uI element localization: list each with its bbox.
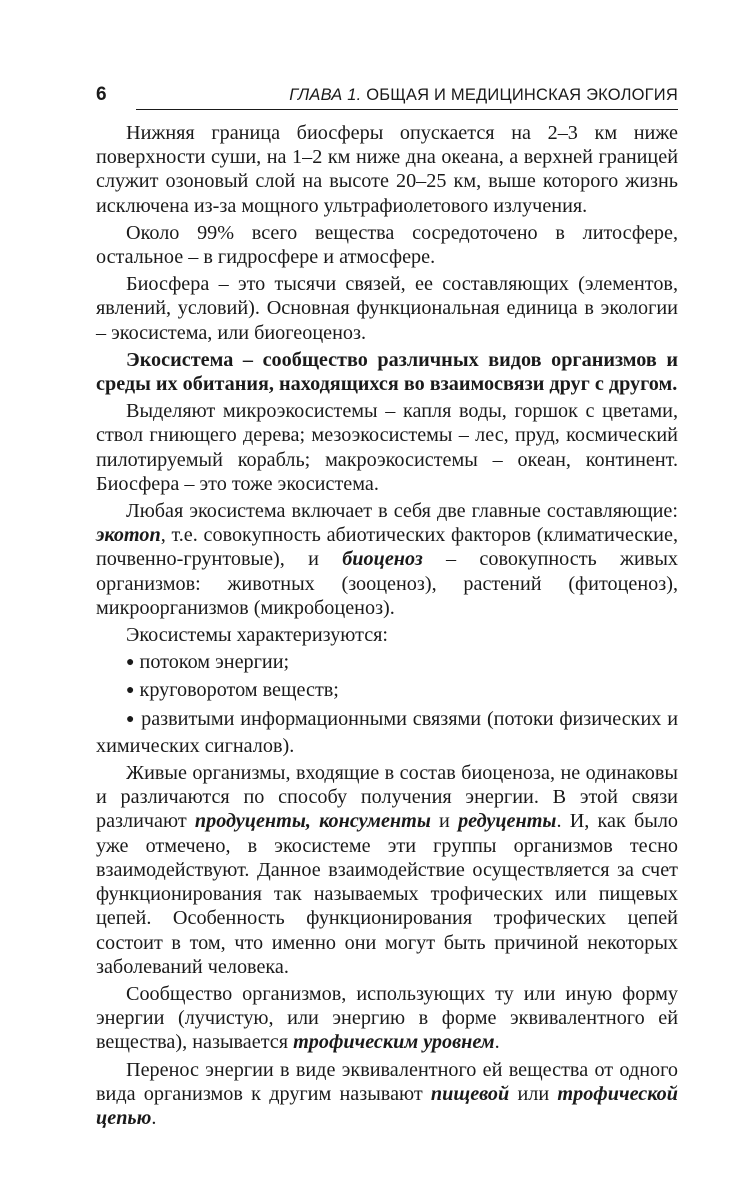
paragraph-ecosystem-definition	[96, 348, 678, 396]
list-item: ● круговоротом веществ;	[126, 679, 339, 702]
page-header	[96, 82, 678, 110]
page-number: 6	[96, 84, 107, 105]
list-item: ● потоком энергии;	[126, 651, 290, 674]
chapter-label: ГЛАВА 1.	[289, 86, 362, 104]
running-head	[136, 82, 678, 108]
bullet-icon: ●	[126, 711, 136, 727]
page-body	[96, 121, 678, 1133]
term-food: пищевой	[430, 1082, 510, 1105]
paragraph-ecosystem-scales: Выделяют микроэкосистемы – капля воды, горшок с цветами, ствол гниющего дерева; мезоэкосистемы – лес, пруд, космический пилотируемый корабль; макроэкосистемы – океан, континент. Биосфера – это тоже экосистема.	[96, 400, 678, 495]
term-producers-consumers: продуценты, консументы	[194, 810, 431, 833]
paragraph-biosphere-links: Биосфера – это тысячи связей, ее составляющих (элементов, явлений, условий). Основная функциональная единица в экологии – экосистема, или биогеоценоз.	[96, 273, 678, 344]
term-decomposers: редуценты	[458, 810, 557, 833]
term-biocenosis: биоценоз	[342, 548, 423, 571]
paragraph-ecosystem-features-intro: Экосистемы характеризуются:	[126, 624, 389, 647]
bullet-icon: ●	[126, 655, 135, 671]
header-rule	[136, 109, 678, 110]
bullet-icon: ●	[126, 683, 135, 699]
paragraph-trophic-level: Сообщество организмов, использующих ту или иную форму энергии (лучистую, или энергию в форме эквивалентного ей вещества), называется трофическим уровнем.	[96, 982, 678, 1054]
term-trophic-chain: трофической цепью	[96, 1082, 679, 1129]
paragraph-ecosystem-components: Любая экосистема включает в себя две главные составляющие: экотоп, т.е. совокупность абиотических факторов (климатические, почвенно-грунтовые), и биоценоз – совокупность живых организмов: животных (зооценоз), растений (фитоценоз), микроорганизмов (микробоценоз).	[96, 500, 679, 619]
term-trophic-level: трофическим уровнем	[293, 1031, 495, 1054]
paragraph-food-chain: Перенос энергии в виде эквивалентного ей вещества от одного вида организмов к другим называют пищевой или трофической цепью.	[96, 1058, 679, 1129]
paragraph-matter-distribution: Около 99% всего вещества сосредоточено в литосфере, остальное – в гидросфере и атмосфере.	[96, 221, 678, 269]
chapter-title: ОБЩАЯ И МЕДИЦИНСКАЯ ЭКОЛОГИЯ	[366, 86, 678, 104]
ecosystem-definition-text: Экосистема – сообщество различных видов организмов и среды их обитания, находящихся во взаимосвязи друг с другом.	[96, 348, 678, 396]
paragraph-biosphere-bounds: Нижняя граница биосферы опускается на 2–3 км ниже поверхности суши, на 1–2 км ниже дна океана, а верхней границей служит озоновый слой на высоте 20–25 км, выше которого жизнь исключена из-за мощного ультрафиолетового излучения.	[96, 122, 678, 217]
term-ecotop: экотоп	[96, 524, 161, 547]
paragraph-organism-types: Живые организмы, входящие в состав биоценоза, не одинаковы и различаются по способу получения энергии. В этой связи различают продуценты, консументы и редуценты. И, как было уже отмечено, в экосистеме эти группы организмов тесно взаимодействуют. Данное взаимодействие осуществляется за счет функционирования так называемых трофических или пищевых цепей. Особенность функционирования трофических цепей состоит в том, что именно они могут быть причиной некоторых заболеваний человека.	[96, 762, 678, 978]
list-item: ● развитыми информационными связями (потоки физических и химических сигналов).	[96, 707, 679, 757]
